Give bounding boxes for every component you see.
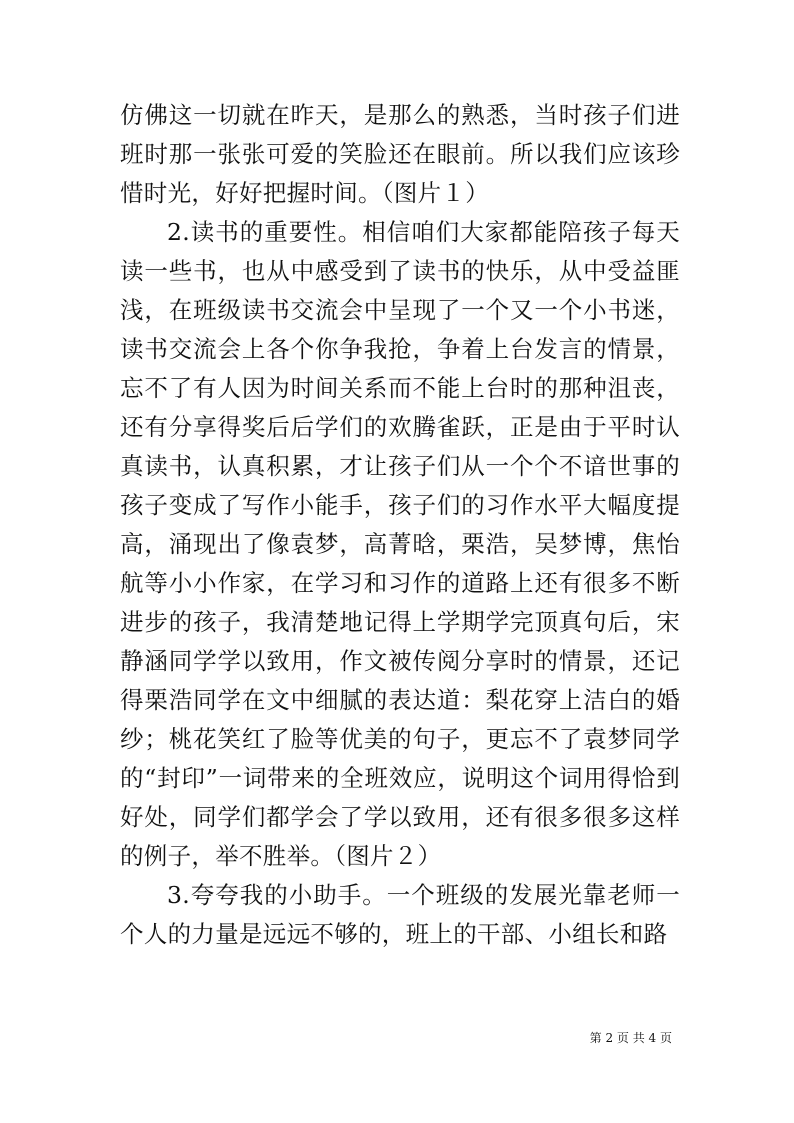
paragraph-little-helpers: 3.夸夸我的小助手。一个班级的发展光靠老师一个人的力量是远远不够的，班上的干部、小组长和路 <box>120 881 680 948</box>
page-number-footer: 第 2 页 共 4 页 <box>589 1031 672 1045</box>
paragraph-continued: 仿佛这一切就在昨天，是那么的熟悉，当时孩子们进班时那一张张可爱的笑脸还在眼前。所以我们应该珍惜时光，好好把握时间。（图片１） <box>120 101 680 207</box>
body-text <box>120 96 680 954</box>
paragraph-reading-importance: 2.读书的重要性。相信咱们大家都能陪孩子每天读一些书，也从中感受到了读书的快乐，从中受益匪浅，在班级读书交流会中呈现了一个又一个小书迷，读书交流会上各个你争我抢，争着上台发言的情景，忘不了有人因为时间关系而不能上台时的那种沮丧，还有分享得奖后后学们的欢腾雀跃，正是由于平时认真读书，认真积累，才让孩子们从一个个不谙世事的孩子变成了写作小能手，孩子们的习作水平大幅度提高，涌现出了像袁梦，高菁晗，栗浩，吴梦博，焦怡航等小小作家，在学习和习作的道路上还有很多不断进步的孩子，我清楚地记得上学期学完顶真句后，宋静涵同学学以致用，作文被传阅分享时的情景，还记得栗浩同学在文中细腻的表达道：梨花穿上洁白的婚纱；桃花笑红了脸等优美的句子，更忘不了袁梦同学的“封印”一词带来的全班效应，说明这个词用得恰到好处，同学们都学会了学以致用，还有很多很多这样的例子，举不胜举。（图片２） <box>120 218 680 870</box>
